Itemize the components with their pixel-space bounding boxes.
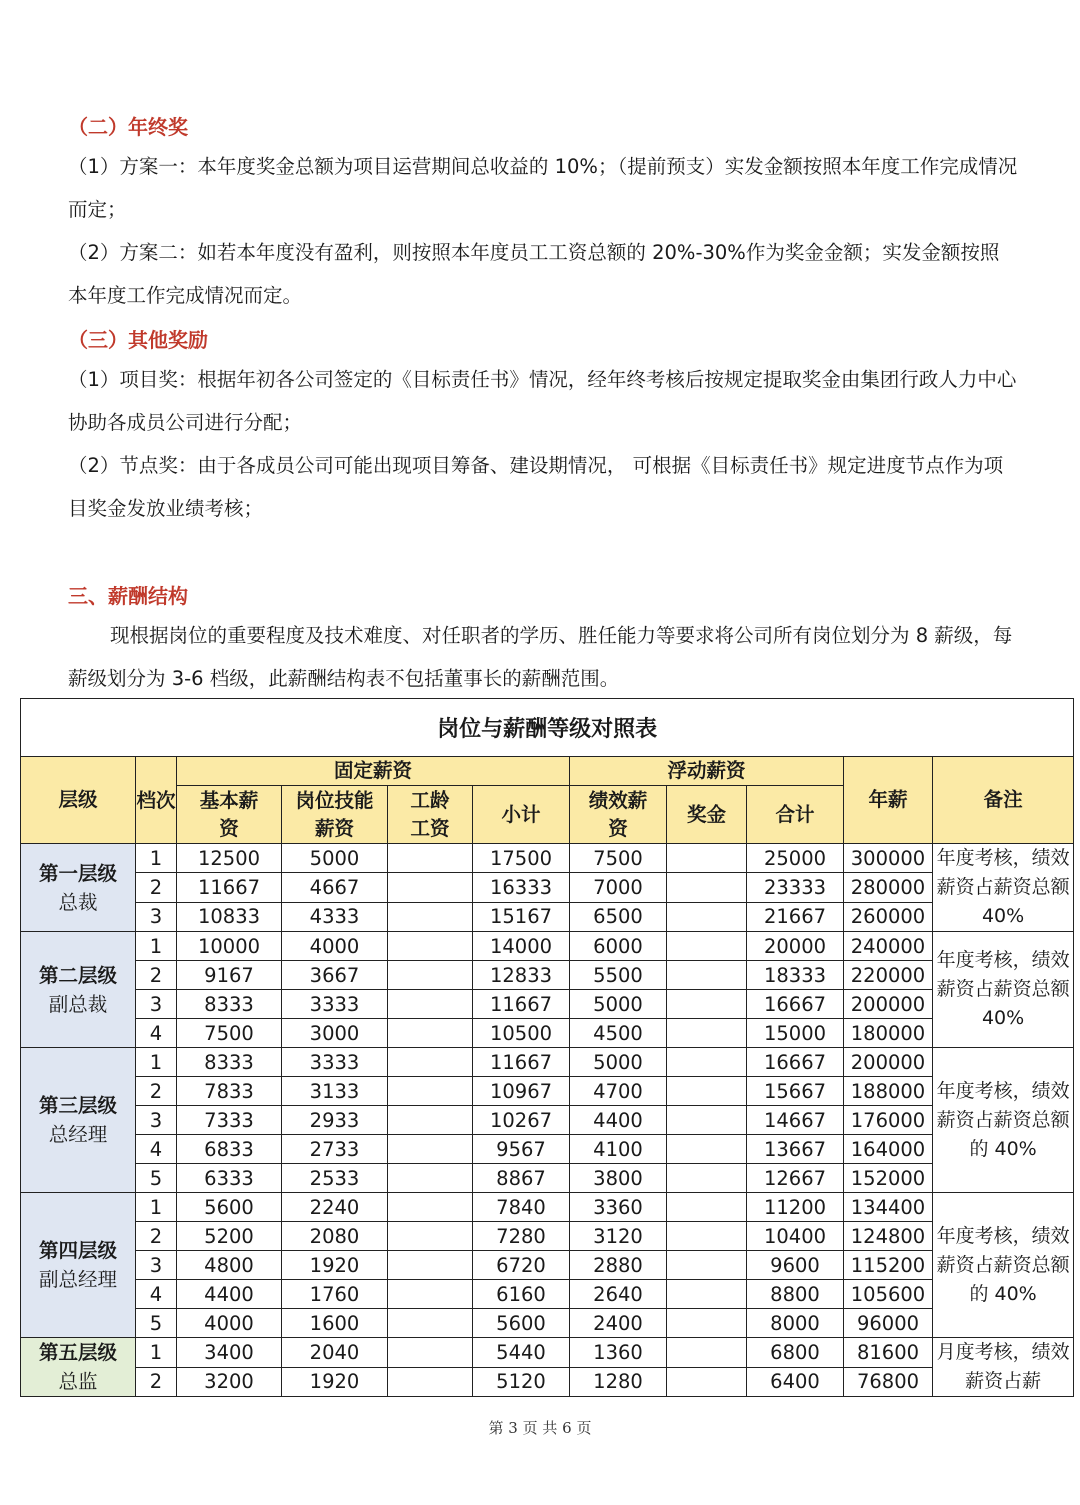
cell-subtotal: 5440 (473, 1338, 570, 1368)
cell-performance-salary: 6000 (570, 932, 667, 961)
cell-annual-salary: 81600 (844, 1338, 933, 1368)
cell-annual-salary: 300000 (844, 844, 933, 873)
cell-base-salary: 7833 (177, 1077, 282, 1106)
cell-base-salary: 7500 (177, 1019, 282, 1048)
cell-annual-salary: 115200 (844, 1251, 933, 1280)
level-position: 副总裁 (48, 992, 108, 1016)
cell-seniority-pay (388, 1019, 473, 1048)
cell-subtotal: 9567 (473, 1135, 570, 1164)
header-bonus: 奖金 (667, 786, 747, 844)
table-row (21, 961, 1074, 990)
cell-base-salary: 8333 (177, 990, 282, 1019)
cell-seniority-pay (388, 1251, 473, 1280)
cell-bonus (667, 1309, 747, 1338)
page-footer: 第 3 页 共 6 页 (488, 1419, 592, 1437)
cell-performance-salary: 2400 (570, 1309, 667, 1338)
cell-grade: 5 (136, 1309, 177, 1338)
header-grade: 档次 (136, 757, 177, 844)
cell-base-salary: 4400 (177, 1280, 282, 1309)
cell-total: 14667 (747, 1106, 844, 1135)
cell-subtotal: 10967 (473, 1077, 570, 1106)
cell-performance-salary: 5000 (570, 1048, 667, 1077)
bonus-plan-two: （2）方案二：如若本年度没有盈利，则按照本年度员工工资总额的 20%-30%作为奖金金额；实发金额按照本年度工作完成情况而定。 (68, 241, 1000, 307)
cell-bonus (667, 932, 747, 961)
cell-bonus (667, 990, 747, 1019)
cell-seniority-pay (388, 844, 473, 873)
cell-annual-salary: 164000 (844, 1135, 933, 1164)
cell-seniority-pay (388, 1135, 473, 1164)
cell-performance-salary: 4400 (570, 1106, 667, 1135)
cell-total: 6800 (747, 1338, 844, 1368)
bonus-plan-one: （1）方案一：本年度奖金总额为项目运营期间总收益的 10%；（提前预支）实发金额按照本年度工作完成情况而定； (68, 155, 1018, 221)
cell-base-salary: 5600 (177, 1193, 282, 1222)
cell-bonus (667, 1077, 747, 1106)
cell-skill-salary: 2533 (282, 1164, 388, 1193)
cell-subtotal: 6720 (473, 1251, 570, 1280)
level-name: 第一层级 (38, 861, 117, 885)
header-annual-salary: 年薪 (844, 757, 933, 844)
table-row (21, 932, 1074, 961)
cell-base-salary: 4000 (177, 1309, 282, 1338)
cell-performance-salary: 3800 (570, 1164, 667, 1193)
cell-bonus (667, 1280, 747, 1309)
cell-base-salary: 3400 (177, 1338, 282, 1368)
project-bonus: （1）项目奖：根据年初各公司签定的《目标责任书》情况，经年终考核后按规定提取奖金由集团行政人力中心协助各成员公司进行分配； (68, 368, 1017, 434)
cell-skill-salary: 3333 (282, 990, 388, 1019)
cell-bonus (667, 902, 747, 931)
table-row (21, 1019, 1074, 1048)
level-name: 第四层级 (38, 1239, 117, 1262)
cell-total: 16667 (747, 1048, 844, 1077)
salary-structure-text: 现根据岗位的重要程度及技术难度、对任职者的学历、胜任能力等要求将公司所有岗位划分为 8 薪级，每薪级划分为 3-6 档级，此薪酬结构表不包括董事长的薪酬范围。 (68, 624, 1013, 690)
cell-seniority-pay (388, 873, 473, 902)
cell-subtotal: 14000 (473, 932, 570, 961)
cell-annual-salary: 152000 (844, 1164, 933, 1193)
table-row (21, 902, 1074, 931)
cell-annual-salary: 124800 (844, 1222, 933, 1251)
cell-skill-salary: 1920 (282, 1251, 388, 1280)
cell-base-salary: 6333 (177, 1164, 282, 1193)
cell-seniority-pay (388, 1222, 473, 1251)
cell-total: 11200 (747, 1193, 844, 1222)
salary-grade-table (20, 698, 1074, 1397)
cell-total: 12667 (747, 1164, 844, 1193)
level-name: 第二层级 (38, 963, 117, 987)
cell-bonus (667, 1135, 747, 1164)
cell-performance-salary: 5000 (570, 990, 667, 1019)
cell-base-salary: 10000 (177, 932, 282, 961)
cell-grade: 1 (136, 932, 177, 961)
cell-bonus (667, 1106, 747, 1135)
cell-performance-salary: 1280 (570, 1367, 667, 1397)
cell-annual-salary: 76800 (844, 1367, 933, 1397)
cell-base-salary: 4800 (177, 1251, 282, 1280)
table-row (21, 1222, 1074, 1251)
cell-total: 9600 (747, 1251, 844, 1280)
cell-skill-salary: 3667 (282, 961, 388, 990)
cell-skill-salary: 1920 (282, 1367, 388, 1397)
cell-annual-salary: 105600 (844, 1280, 933, 1309)
cell-grade: 4 (136, 1019, 177, 1048)
cell-performance-salary: 6500 (570, 902, 667, 931)
cell-grade: 3 (136, 902, 177, 931)
header-seniority-pay: 工龄工资 (388, 786, 473, 844)
cell-bonus (667, 961, 747, 990)
cell-grade: 2 (136, 1367, 177, 1397)
header-floating-salary: 浮动薪资 (570, 757, 844, 786)
cell-bonus (667, 1251, 747, 1280)
table-row (21, 1106, 1074, 1135)
cell-annual-salary: 200000 (844, 990, 933, 1019)
cell-bonus (667, 1222, 747, 1251)
cell-subtotal: 10500 (473, 1019, 570, 1048)
header-base-salary: 基本薪资 (177, 786, 282, 844)
cell-skill-salary: 4000 (282, 932, 388, 961)
cell-grade: 2 (136, 1222, 177, 1251)
cell-seniority-pay (388, 1367, 473, 1397)
cell-grade: 1 (136, 1048, 177, 1077)
section-heading-year-end-bonus: （二）年终奖 (68, 115, 188, 139)
cell-seniority-pay (388, 1077, 473, 1106)
cell-skill-salary: 2240 (282, 1193, 388, 1222)
salary-table-body (21, 844, 1074, 1397)
cell-skill-salary: 3333 (282, 1048, 388, 1077)
note-cell: 月度考核，绩效薪资占薪 (933, 1338, 1074, 1397)
table-row (21, 1367, 1074, 1397)
cell-total: 20000 (747, 932, 844, 961)
cell-skill-salary: 1600 (282, 1309, 388, 1338)
header-total: 合计 (747, 786, 844, 844)
cell-bonus (667, 873, 747, 902)
cell-performance-salary: 5500 (570, 961, 667, 990)
cell-seniority-pay (388, 1309, 473, 1338)
cell-annual-salary: 176000 (844, 1106, 933, 1135)
cell-grade: 3 (136, 1106, 177, 1135)
cell-subtotal: 15167 (473, 902, 570, 931)
year-end-bonus-body (68, 145, 1018, 317)
cell-total: 15000 (747, 1019, 844, 1048)
cell-seniority-pay (388, 961, 473, 990)
cell-base-salary: 9167 (177, 961, 282, 990)
cell-total: 8000 (747, 1309, 844, 1338)
cell-total: 23333 (747, 873, 844, 902)
table-row (21, 1251, 1074, 1280)
table-row (21, 1338, 1074, 1368)
cell-seniority-pay (388, 1106, 473, 1135)
table-row (21, 1048, 1074, 1077)
cell-grade: 2 (136, 1077, 177, 1106)
level-name: 第五层级 (38, 1341, 117, 1364)
level-cell (21, 844, 136, 932)
cell-performance-salary: 3360 (570, 1193, 667, 1222)
cell-skill-salary: 2933 (282, 1106, 388, 1135)
cell-total: 21667 (747, 902, 844, 931)
cell-subtotal: 5600 (473, 1309, 570, 1338)
cell-bonus (667, 1164, 747, 1193)
cell-grade: 2 (136, 873, 177, 902)
cell-performance-salary: 1360 (570, 1338, 667, 1368)
cell-annual-salary: 188000 (844, 1077, 933, 1106)
section-heading-other-rewards: （三）其他奖励 (68, 328, 208, 352)
cell-performance-salary: 7000 (570, 873, 667, 902)
cell-skill-salary: 1760 (282, 1280, 388, 1309)
table-title: 岗位与薪酬等级对照表 (21, 699, 1074, 757)
cell-grade: 2 (136, 961, 177, 990)
level-cell (21, 1338, 136, 1397)
cell-grade: 1 (136, 1193, 177, 1222)
cell-seniority-pay (388, 1193, 473, 1222)
cell-bonus (667, 1367, 747, 1397)
cell-annual-salary: 96000 (844, 1309, 933, 1338)
cell-annual-salary: 180000 (844, 1019, 933, 1048)
cell-seniority-pay (388, 1048, 473, 1077)
header-performance-salary: 绩效薪资 (570, 786, 667, 844)
level-name: 第三层级 (38, 1094, 117, 1117)
salary-structure-body (68, 614, 1018, 700)
cell-skill-salary: 3000 (282, 1019, 388, 1048)
cell-grade: 4 (136, 1135, 177, 1164)
cell-bonus (667, 844, 747, 873)
cell-annual-salary: 240000 (844, 932, 933, 961)
cell-grade: 1 (136, 844, 177, 873)
cell-annual-salary: 134400 (844, 1193, 933, 1222)
cell-grade: 5 (136, 1164, 177, 1193)
cell-subtotal: 7840 (473, 1193, 570, 1222)
cell-grade: 3 (136, 990, 177, 1019)
cell-base-salary: 11667 (177, 873, 282, 902)
cell-base-salary: 3200 (177, 1367, 282, 1397)
level-position: 总裁 (58, 890, 98, 914)
level-position: 副总经理 (38, 1268, 117, 1291)
cell-skill-salary: 4333 (282, 902, 388, 931)
cell-subtotal: 6160 (473, 1280, 570, 1309)
cell-total: 16667 (747, 990, 844, 1019)
cell-skill-salary: 2733 (282, 1135, 388, 1164)
header-level: 层级 (21, 757, 136, 844)
table-row (21, 844, 1074, 873)
cell-base-salary: 5200 (177, 1222, 282, 1251)
note-cell: 年度考核，绩效薪资占薪资总额的 40% (933, 1193, 1074, 1338)
table-row (21, 990, 1074, 1019)
cell-bonus (667, 1338, 747, 1368)
level-cell (21, 1048, 136, 1193)
cell-subtotal: 16333 (473, 873, 570, 902)
cell-performance-salary: 4500 (570, 1019, 667, 1048)
note-cell: 年度考核，绩效薪资占薪资总额的 40% (933, 1048, 1074, 1193)
level-cell (21, 1193, 136, 1338)
cell-base-salary: 8333 (177, 1048, 282, 1077)
cell-performance-salary: 4100 (570, 1135, 667, 1164)
cell-base-salary: 10833 (177, 902, 282, 931)
cell-bonus (667, 1048, 747, 1077)
level-cell (21, 932, 136, 1048)
cell-base-salary: 7333 (177, 1106, 282, 1135)
cell-seniority-pay (388, 902, 473, 931)
cell-total: 8800 (747, 1280, 844, 1309)
cell-total: 18333 (747, 961, 844, 990)
cell-subtotal: 12833 (473, 961, 570, 990)
cell-subtotal: 5120 (473, 1367, 570, 1397)
cell-subtotal: 8867 (473, 1164, 570, 1193)
cell-total: 10400 (747, 1222, 844, 1251)
table-row (21, 1164, 1074, 1193)
cell-performance-salary: 4700 (570, 1077, 667, 1106)
cell-performance-salary: 7500 (570, 844, 667, 873)
table-row (21, 1135, 1074, 1164)
cell-base-salary: 6833 (177, 1135, 282, 1164)
cell-seniority-pay (388, 1338, 473, 1368)
cell-skill-salary: 2040 (282, 1338, 388, 1368)
cell-subtotal: 11667 (473, 990, 570, 1019)
note-cell: 年度考核，绩效薪资占薪资总额 40% (933, 844, 1074, 932)
cell-performance-salary: 2880 (570, 1251, 667, 1280)
cell-annual-salary: 260000 (844, 902, 933, 931)
header-note: 备注 (933, 757, 1074, 844)
cell-skill-salary: 3133 (282, 1077, 388, 1106)
table-row (21, 1077, 1074, 1106)
milestone-bonus: （2）节点奖：由于各成员公司可能出现项目筹备、建设期情况， 可根据《目标责任书》规定进度节点作为项目奖金发放业绩考核； (68, 454, 1004, 520)
cell-bonus (667, 1193, 747, 1222)
cell-annual-salary: 200000 (844, 1048, 933, 1077)
cell-subtotal: 10267 (473, 1106, 570, 1135)
table-row (21, 1309, 1074, 1338)
header-subtotal: 小计 (473, 786, 570, 844)
cell-grade: 3 (136, 1251, 177, 1280)
section-heading-salary-structure: 三、薪酬结构 (68, 584, 188, 608)
cell-skill-salary: 5000 (282, 844, 388, 873)
cell-skill-salary: 4667 (282, 873, 388, 902)
level-position: 总经理 (48, 1123, 108, 1146)
other-rewards-body (68, 358, 1018, 530)
cell-subtotal: 17500 (473, 844, 570, 873)
cell-seniority-pay (388, 990, 473, 1019)
cell-seniority-pay (388, 1164, 473, 1193)
cell-grade: 1 (136, 1338, 177, 1368)
table-row (21, 873, 1074, 902)
cell-total: 25000 (747, 844, 844, 873)
header-skill-salary: 岗位技能薪资 (282, 786, 388, 844)
cell-seniority-pay (388, 1280, 473, 1309)
level-position: 总监 (58, 1370, 98, 1393)
header-fixed-salary: 固定薪资 (177, 757, 570, 786)
cell-total: 13667 (747, 1135, 844, 1164)
cell-subtotal: 7280 (473, 1222, 570, 1251)
cell-base-salary: 12500 (177, 844, 282, 873)
table-row (21, 1280, 1074, 1309)
cell-total: 15667 (747, 1077, 844, 1106)
cell-annual-salary: 280000 (844, 873, 933, 902)
cell-seniority-pay (388, 932, 473, 961)
note-cell: 年度考核，绩效薪资占薪资总额 40% (933, 932, 1074, 1048)
cell-performance-salary: 3120 (570, 1222, 667, 1251)
cell-skill-salary: 2080 (282, 1222, 388, 1251)
cell-subtotal: 11667 (473, 1048, 570, 1077)
cell-bonus (667, 1019, 747, 1048)
cell-grade: 4 (136, 1280, 177, 1309)
table-row (21, 1193, 1074, 1222)
cell-performance-salary: 2640 (570, 1280, 667, 1309)
cell-total: 6400 (747, 1367, 844, 1397)
cell-annual-salary: 220000 (844, 961, 933, 990)
